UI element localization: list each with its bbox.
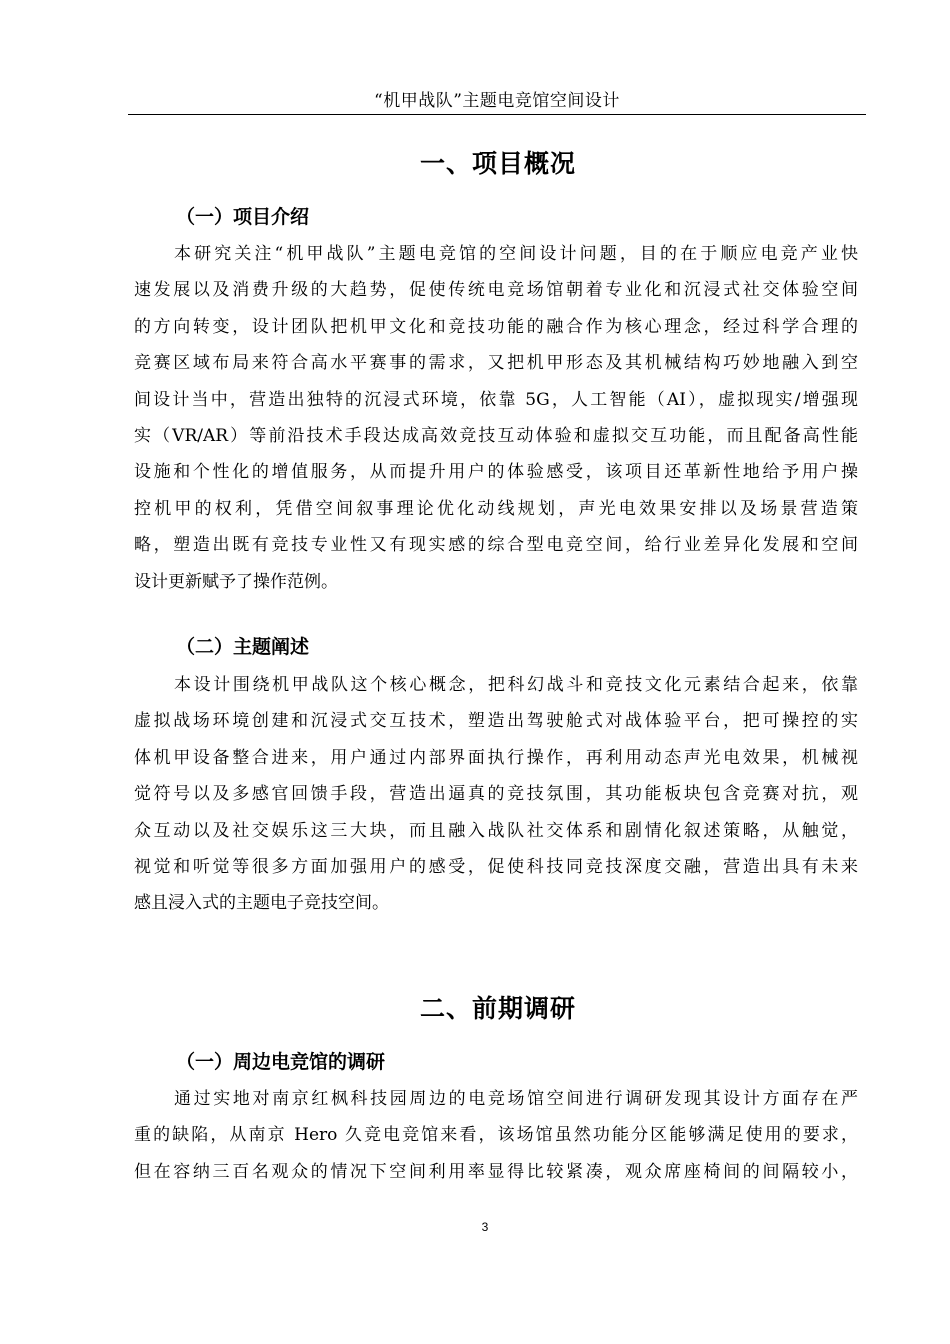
- paragraph-project-intro: [134, 236, 858, 600]
- text-line: 体机甲设备整合进来，用户通过内部界面执行操作，再利用动态声光电效果，机械视: [134, 747, 858, 768]
- text-line: 重的缺陷，从南京 Hero 久竞电竞馆来看，该场馆虽然功能分区能够满足使用的要求，: [134, 1125, 858, 1146]
- section-title-overview: 一、项目概况: [419, 149, 576, 178]
- text-line: 竞赛区域布局来符合高水平赛事的需求，又把机甲形态及其机械结构巧妙地融入到空: [134, 353, 858, 374]
- text-line: 视觉和听觉等很多方面加强用户的感受，促使科技同竞技深度交融，营造出具有未来: [134, 856, 858, 877]
- text-line: 设计更新赋予了操作范例。: [134, 571, 338, 592]
- text-line: 众互动以及社交娱乐这三大块，而且融入战队社交体系和剧情化叙述策略，从触觉，: [134, 820, 858, 841]
- paragraph-nearby-venues: [134, 1081, 858, 1190]
- text-line: 但在容纳三百名观众的情况下空间利用率显得比较紧凑，观众席座椅间的间隔较小，: [134, 1161, 858, 1182]
- text-line: 的方向转变，设计团队把机甲文化和竞技功能的融合作为核心理念，经过科学合理的: [134, 316, 858, 337]
- text-line: 设施和个性化的增值服务，从而提升用户的体验感受，该项目还革新性地给予用户操: [134, 462, 858, 483]
- text-line: 略，塑造出既有竞技专业性又有现实感的综合型电竞空间，给行业差异化发展和空间: [134, 535, 858, 556]
- text-line: 虚拟战场环境创建和沉浸式交互技术，塑造出驾驶舱式对战体验平台，把可操控的实: [134, 711, 858, 732]
- text-line: 本研究关注“机甲战队”主题电竞馆的空间设计问题，目的在于顺应电竞产业快: [174, 244, 858, 264]
- subsection-title-project-intro: （一）项目介绍: [176, 206, 310, 228]
- text-line: 控机甲的权利，凭借空间叙事理论优化动线规划，声光电效果安排以及场景营造策: [134, 498, 858, 519]
- text-line: 感且浸入式的主题电子竞技空间。: [134, 893, 389, 914]
- running-header: “机甲战队”主题电竞馆空间设计: [128, 88, 866, 115]
- section-title-research: 二、前期调研: [419, 994, 576, 1023]
- text-line: 本设计围绕机甲战队这个核心概念，把科幻战斗和竞技文化元素结合起来，依靠: [174, 675, 858, 695]
- text-line: 实（VR/AR）等前沿技术手段达成高效竞技互动体验和虚拟交互功能，而且配备高性能: [134, 425, 858, 446]
- text-line: 觉符号以及多感官回馈手段，营造出逼真的竞技氛围，其功能板块包含竞赛对抗，观: [134, 784, 858, 805]
- text-line: 速发展以及消费升级的大趋势，促使传统电竞场馆朝着专业化和沉浸式社交体验空间: [134, 280, 858, 301]
- subsection-title-nearby-venues: （一）周边电竞馆的调研: [176, 1051, 386, 1073]
- subsection-title-theme: （二）主题阐述: [176, 636, 310, 658]
- text-line: 通过实地对南京红枫科技园周边的电竞场馆空间进行调研发现其设计方面存在严: [174, 1089, 858, 1109]
- text-line: 间设计当中，营造出独特的沉浸式环境，依靠 5G，人工智能（AI），虚拟现实/增强现: [134, 389, 858, 410]
- paragraph-theme: [134, 667, 858, 922]
- page-number: 3: [481, 1220, 489, 1234]
